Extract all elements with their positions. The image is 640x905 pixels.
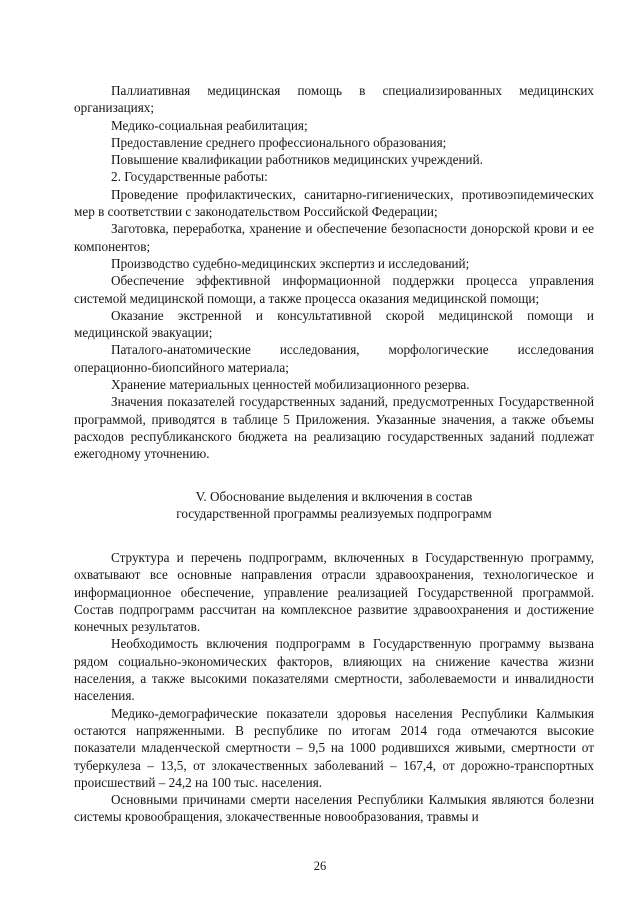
paragraph: Обеспечение эффективной информационной поддержки процесса управления системой медицинской помощи, а также процесса оказания медицинской помощи;	[74, 273, 594, 306]
paragraph: Предоставление среднего профессионального образования;	[111, 134, 447, 150]
paragraph: Проведение профилактических, санитарно-гигиенических, противоэпидемических мер в соответствии с законодательством Российской Федерации;	[74, 186, 594, 220]
paragraph: Хранение материальных ценностей мобилизационного резерва.	[111, 377, 470, 393]
paragraph: Необходимость включения подпрограмм в Государственную программу вызвана рядом социально-экономических факторов, влияющих на снижение качества жизни населения, а также высокими показателями смертности, заболеваемости и инвалидности населения.	[74, 636, 594, 704]
text-block-bottom	[74, 549, 594, 826]
paragraph: Производство судебно-медицинских экспертиз и исследований;	[111, 255, 470, 271]
section-heading-line: V. Обоснование выделения и включения в состав	[195, 489, 473, 504]
paragraph: Значения показателей государственных заданий, предусмотренных Государственной программой, приводятся в таблице 5 Приложения. Указанные значения, а также объемы расходов республиканского бюджета на реализацию государственных заданий подлежат ежегодному уточнению.	[74, 394, 594, 462]
paragraph: Паталого-анатомические исследования, морфологические исследования операционно-биопсийного материала;	[74, 342, 594, 375]
page-number: 26	[313, 859, 327, 873]
section-heading-line: государственной программы реализуемых подпрограмм	[176, 506, 492, 522]
text-block-top	[74, 82, 594, 463]
paragraph: Паллиативная медицинская помощь в специализированных медицинских организациях;	[74, 83, 594, 116]
paragraph: Оказание экстренной и консультативной скорой медицинской помощи и медицинской эвакуации;	[74, 307, 594, 341]
section-heading	[74, 488, 594, 523]
paragraph: Заготовка, переработка, хранение и обеспечение безопасности донорской крови и ее компонентов;	[74, 221, 594, 254]
paragraph: 2. Государственные работы:	[111, 169, 268, 185]
paragraph: Структура и перечень подпрограмм, включенных в Государственную программу, охватывают все основные направления отрасли здравоохранения, технологическое и информационное обеспечение, управление реализацией Государственной программой. Состав подпрограмм рассчитан на комплексное развитие здравоохранения и достижение конечных результатов.	[74, 550, 594, 635]
paragraph: Повышение квалификации работников медицинских учреждений.	[111, 152, 483, 168]
paragraph: Медико-социальная реабилитация;	[111, 117, 308, 133]
paragraph: Медико-демографические показатели здоровья населения Республики Калмыкия остаются напряженными. В республике по итогам 2014 года отмечаются высокие показатели младенческой смертности – 9,5 на 1000 родившихся живыми, смертности от туберкулеза – 13,5, от злокачественных заболеваний – 167,4, от дорожно-транспортных происшествий – 24,2 на 100 тыс. населения.	[74, 705, 594, 790]
paragraph: Основными причинами смерти населения Республики Калмыкия являются болезни системы кровообращения, злокачественные новообразования, травмы и	[74, 792, 594, 825]
